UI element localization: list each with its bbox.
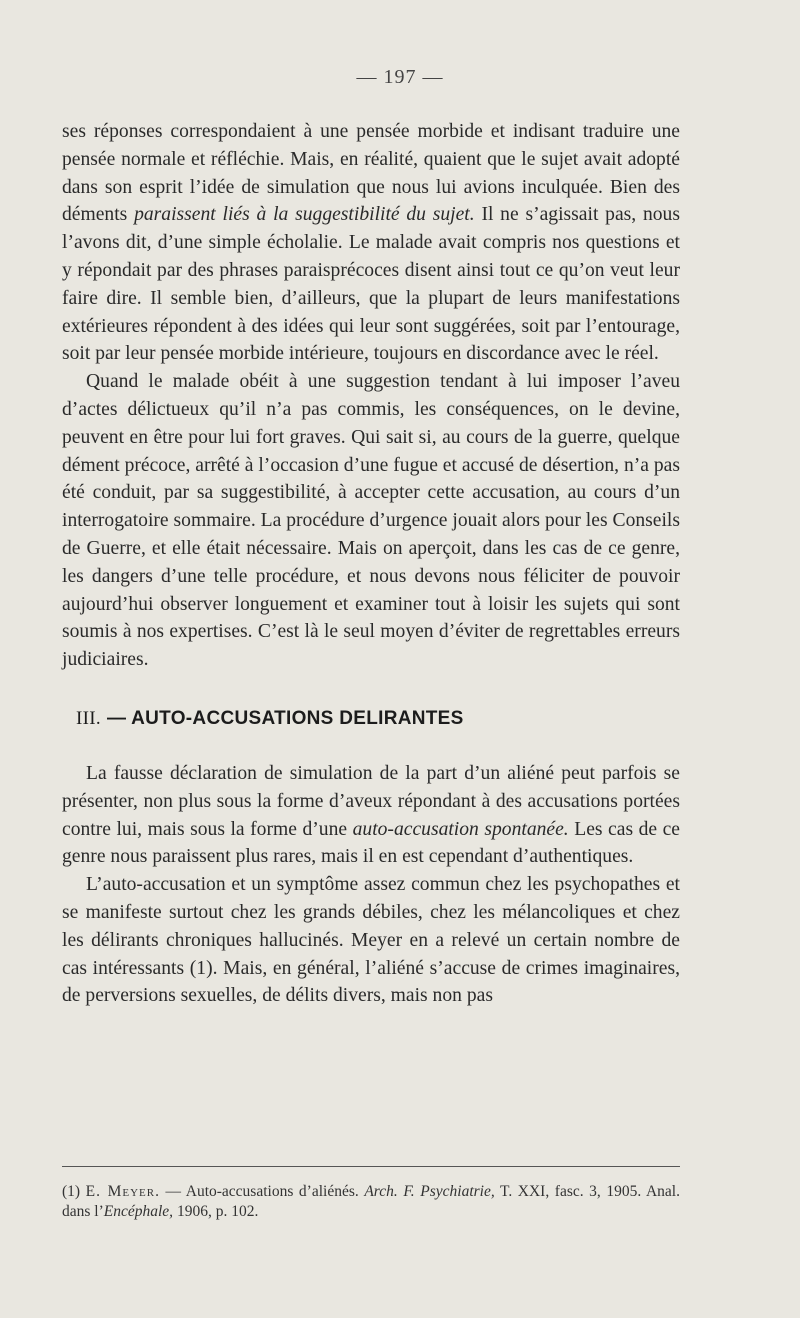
footnote-text-2: T. XXI, fasc. 3, 1905. Anal. dans l’: [62, 1183, 680, 1220]
paragraph-4: L’auto-accusation et un symptôme assez commun chez les psychopathes et se manifeste surtout chez les grands débiles, chez les mélancoliques et chez les délirants chroniques hallucinés. Meyer en a relevé un certain nombre de cas intéressants (1). Mais, en général, l’aliéné s’accuse de crimes imaginaires, de perversions sexuelles, de délits divers, mais non pas: [62, 874, 680, 1007]
paragraph-1-end: Il ne s’agissait pas, nous l’avons dit, d’une simple écholalie. Le malade avait compris nos questions et y répondait par des phrases paraisprécoces disent ainsi tout ce qu’on veut leur faire dire. Il semble bien, d’ailleurs, que la plupart de leurs manifestations extérieures répondent à des idées qui leur sont suggérées, soit par l’entourage, soit par leur pensée morbide intérieure, toujours en discordance avec le réel.: [62, 204, 680, 365]
section-title: — AUTO-ACCUSATIONS DELIRANTES: [106, 707, 464, 729]
main-text: [62, 118, 680, 1010]
paragraph-1-start: ses réponses correspondaient à une pensée morbide et indisant traduire une pensée normale et réfléchie. Mais, en réalité, quaient que le sujet avait adopté dans son esprit l’idée de simulation que nous lui avions inculquée. Bien des déments: [62, 121, 680, 226]
footnote-marker: (1): [62, 1183, 86, 1200]
footnote-journal-2: Encéphale,: [103, 1203, 174, 1220]
page-number: — 197 —: [356, 66, 444, 88]
footnote-text-3: 1906, p. 102.: [173, 1203, 259, 1220]
section-numeral: III.: [76, 707, 101, 729]
footnote: [62, 1182, 680, 1222]
section-heading: [62, 707, 680, 731]
paragraph-2: Quand le malade obéit à une suggestion tendant à lui imposer l’aveu d’actes délictueux qu’il n’a pas commis, les conséquences, on le devine, peuvent en être pour lui fort graves. Qui sait si, au cours de la guerre, quelque dément précoce, arrêté à l’occasion d’une fugue et accusé de désertion, n’a pas été conduit, par sa suggestibilité, à accepter cette accusation, au cours d’un interrogatoire sommaire. La procédure d’urgence jouait alors pour les Conseils de Guerre, et elle était nécessaire. Mais on aperçoit, dans les cas de ce genre, les dangers d’une telle procédure, et nous devons nous féliciter de pouvoir aujourd’hui observer longuement et examiner tout à loisir les sujets qui sont soumis à nos expertises. C’est là le seul moyen d’éviter de regrettables erreurs judiciaires.: [62, 371, 680, 671]
footnote-journal: Arch. F. Psychiatrie,: [364, 1183, 495, 1200]
paragraph-3-start: La fausse déclaration de simulation de la part d’un aliéné peut parfois se présenter, non plus sous la forme d’aveux répondant à des accusations portées contre lui, mais sous la forme d’une: [62, 762, 680, 840]
footnote-text-1: — Auto-accusations d’aliénés.: [159, 1183, 365, 1200]
paragraph-3-italic: auto-accusation spontanée.: [352, 818, 569, 840]
footnote-author: E. Meyer.: [85, 1183, 160, 1200]
paragraph-1-italic: paraissent liés à la suggestibilité du sujet.: [134, 204, 475, 226]
paragraph-3: [62, 760, 680, 871]
paragraph-3-end: Les cas de ce genre nous paraissent plus rares, mais il en est cependant d’authentiques.: [62, 818, 681, 868]
paragraph-1: [62, 118, 680, 368]
footnote-rule: [62, 1166, 680, 1167]
